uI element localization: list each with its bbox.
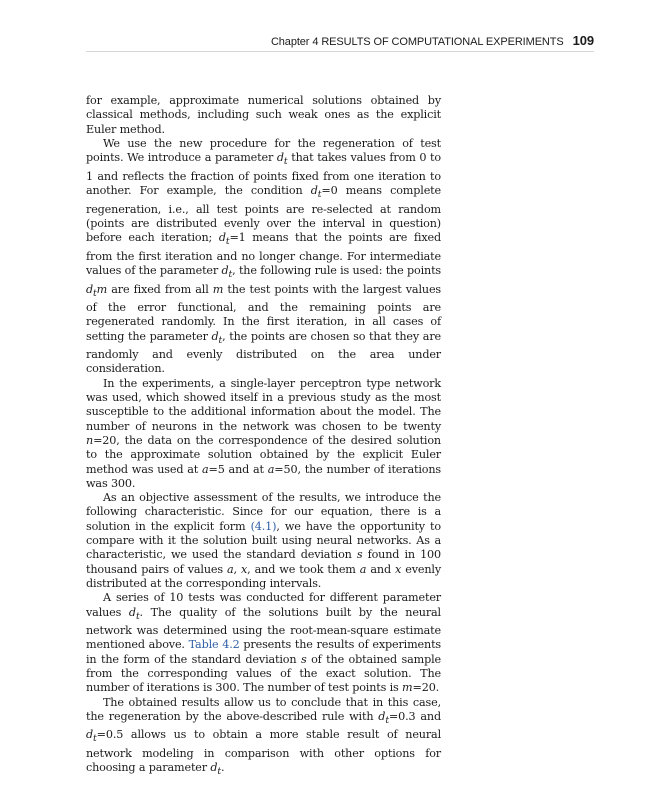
math-subscript: t — [228, 269, 233, 281]
math-variable: m — [212, 282, 224, 296]
math-subscript: t — [135, 610, 140, 622]
math-variable: a — [227, 562, 234, 576]
math-variable: d — [86, 728, 94, 742]
text-run: presents the results of experiments in the form of the standard deviation — [86, 638, 442, 666]
math-subscript: t — [317, 189, 322, 201]
text-run: , and we took them — [247, 562, 360, 576]
text-run: =0.5 allows us to obtain a more stable result of neural network modeling in comparison with other options for choosing a parameter — [86, 728, 441, 775]
math-variable: d — [221, 263, 229, 277]
page-number: 109 — [572, 33, 594, 48]
math-variable: d — [211, 329, 219, 343]
text-run: evenly distributed at the corresponding intervals. — [86, 562, 442, 590]
text-run: =20. — [412, 681, 440, 695]
paragraph — [86, 591, 441, 695]
text-run: We use the new procedure for the regeneration of test points. We introduce a parameter — [86, 136, 441, 165]
text-run: , we have the opportunity to compare with it the solution built using neural networks. As a characteristic, we used the standard deviation — [86, 519, 441, 562]
math-variable: d — [218, 231, 226, 245]
text-run: =1 means that the points are fixed from the first iteration and no longer change. For intermediate values of the parameter — [86, 231, 441, 277]
text-run: =50, the number of iterations was 300. — [86, 462, 441, 490]
math-variable: d — [86, 282, 94, 296]
chapter-title: RESULTS OF COMPUTATIONAL EXPERIMENTS — [321, 36, 564, 48]
text-run: and — [366, 562, 396, 576]
text-run: , — [233, 562, 241, 576]
text-run: A series of 10 tests was conducted for different parameter values — [86, 591, 441, 619]
math-variable: m — [402, 681, 413, 695]
math-subscript: t — [217, 766, 221, 778]
math-variable: d — [310, 184, 318, 198]
math-subscript: t — [385, 715, 389, 727]
paragraph — [86, 696, 441, 780]
text-run: =20, the data on the correspondence of the desired solution to the approximate solution obtained by the explicit Euler method was used at — [86, 433, 441, 476]
math-variable: x — [241, 562, 248, 576]
text-run: As an objective assessment of the results, we introduce the following characteristic. Since for our equation, there is a solution in the explicit form — [86, 491, 441, 533]
math-subscript: t — [225, 236, 230, 248]
math-variable: x — [395, 562, 402, 576]
text-run: for example, approximate numerical solutions obtained by classical methods, including such weak ones as the explicit Euler method. — [86, 94, 441, 136]
math-variable: a — [359, 562, 367, 576]
math-variable: m — [96, 282, 108, 296]
text-run: the test points with the largest values of the error functional, and the remaining points are regenerated randomly. In the first iteration, in all cases of setting the parameter — [86, 282, 442, 343]
math-subscript: t — [93, 733, 97, 745]
paragraph — [86, 377, 441, 491]
body-text — [86, 94, 441, 780]
chapter-label: Chapter 4 — [270, 36, 319, 48]
text-run: of the obtained sample from the corresponding values of the exact solution. The number of iterations is 300. The number of test points is — [86, 652, 441, 695]
text-run: , the points are chosen so that they are randomly and evenly distributed on the area under consideration. — [86, 329, 441, 376]
text-run: . The quality of the solutions built by the neural network was determined using the root-mean-square estimate mentioned above. — [86, 605, 441, 652]
paragraph — [86, 491, 441, 591]
text-run: are fixed from all — [107, 282, 213, 296]
math-variable: d — [210, 761, 218, 775]
cross-reference-link[interactable]: (4.1) — [250, 519, 277, 533]
text-run: , the following rule is used: the points — [232, 263, 442, 277]
text-run: =0.3 and — [388, 709, 441, 723]
text-run: =5 and at — [208, 462, 268, 476]
math-subscript: t — [218, 334, 223, 346]
math-subscript: t — [283, 156, 288, 168]
math-variable: s — [300, 652, 307, 666]
text-run: In the experiments, a single-layer perceptron type network was used, which showed itself in a previous study as the most susceptible to the additional information about the model. The number of neurons in the network was chosen to be twenty — [86, 376, 441, 433]
paragraph — [86, 94, 441, 137]
math-subscript: t — [93, 287, 97, 299]
math-variable: d — [378, 709, 386, 723]
text-run: =0 means complete regeneration, i.e., all test points are re-selected at random (points are distributed evenly over the interval in question) before each iteration; — [86, 184, 441, 245]
running-header — [86, 33, 594, 52]
text-run: . — [220, 761, 225, 775]
cross-reference-link[interactable]: Table 4.2 — [188, 638, 240, 652]
math-variable: a — [201, 462, 209, 476]
paragraph — [86, 137, 441, 377]
math-variable: a — [267, 462, 275, 476]
math-variable: d — [128, 605, 136, 619]
text-run: that takes values from 0 to 1 and reflects the fraction of points fixed from one iteration to another. For example, the condition — [86, 151, 441, 198]
math-variable: d — [276, 151, 284, 165]
math-variable: n — [86, 433, 94, 447]
text-run: found in 100 thousand pairs of values — [86, 548, 441, 576]
math-variable: s — [356, 548, 363, 562]
text-run: The obtained results allow us to conclude that in this case, the regeneration by the above-described rule with — [86, 695, 441, 723]
